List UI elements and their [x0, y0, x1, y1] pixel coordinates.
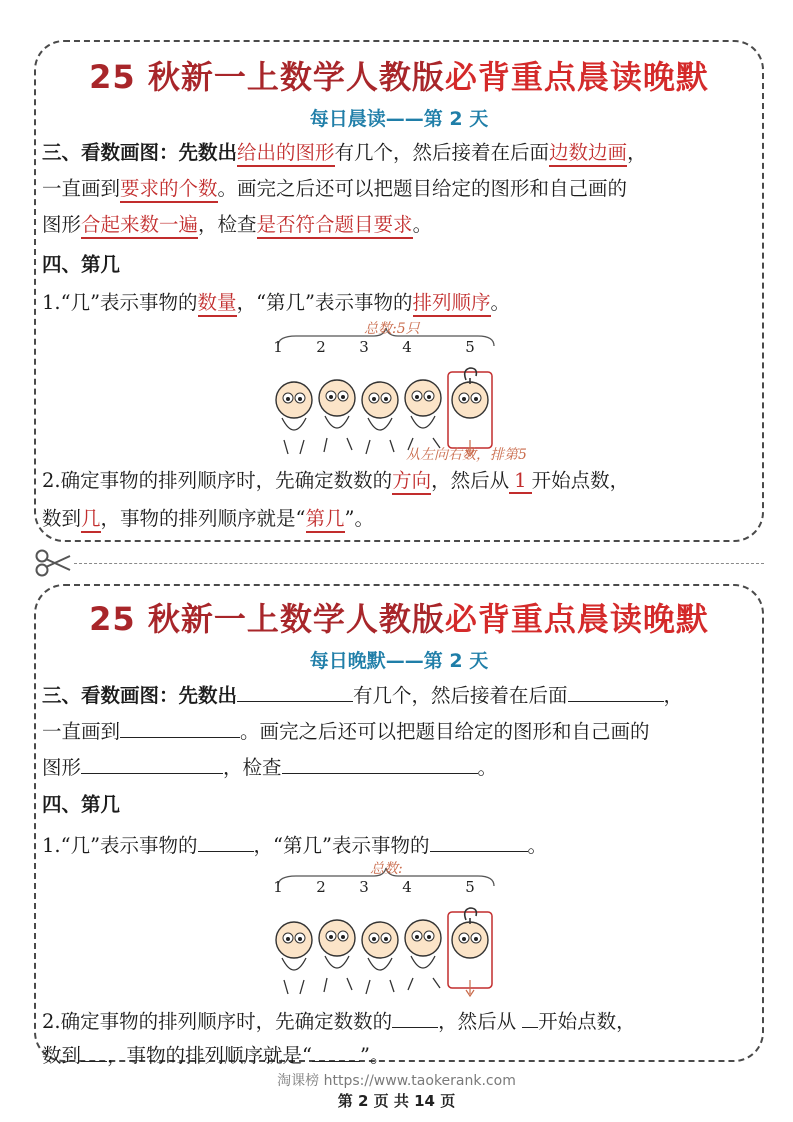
section3-text: 。画完之后还可以把题目给定的图形和自己画的	[217, 177, 628, 200]
dashed-divider	[74, 563, 764, 564]
punctuation: ”。	[360, 1044, 390, 1067]
answer-highlight: 合起来数一遍	[81, 213, 198, 239]
answer-highlight: 边数边画	[549, 141, 627, 167]
point2-line2	[42, 1040, 762, 1071]
answer-highlight: 1	[509, 469, 531, 494]
title-prefix: 25 秋新	[89, 58, 214, 96]
monkey-illustration	[266, 322, 566, 462]
title-prefix: 25 秋新	[89, 600, 214, 638]
section3-line3	[42, 210, 762, 240]
punctuation: 。	[527, 834, 548, 857]
page-title	[36, 52, 762, 98]
section3-line1	[42, 138, 762, 168]
point2-text: ，然后从	[438, 1010, 517, 1033]
point2-line1	[42, 466, 762, 496]
total-count-label: 总数:5只	[364, 321, 420, 337]
answer-blank[interactable]	[237, 680, 353, 702]
answer-highlight: 几	[81, 507, 101, 533]
point1-text: 1.“几”表示事物的	[42, 834, 198, 857]
answer-blank[interactable]	[81, 752, 223, 774]
section4-heading: 四、第几	[42, 253, 121, 276]
section3-line3	[42, 752, 762, 783]
answer-highlight: 是否符合题目要求	[257, 213, 413, 239]
section3-text: 。画完之后还可以把题目给定的图形和自己画的	[240, 720, 650, 743]
punctuation: ，	[627, 141, 647, 164]
section3-text: 三、看数画图：先数出	[42, 141, 238, 164]
section3-text: 一直画到	[42, 720, 121, 743]
evening-recall-card	[34, 584, 764, 1067]
count-direction-caption: 从左向右数，排第5	[406, 447, 527, 463]
page-title	[36, 594, 762, 640]
position-number: 1	[273, 338, 283, 356]
hanger-icon	[465, 368, 477, 384]
point2-line2	[42, 504, 762, 534]
title-suffix: 必背重点晨读晚默	[444, 600, 709, 638]
position-number: 1	[273, 878, 283, 896]
answer-blank[interactable]	[430, 830, 528, 852]
position-number: 3	[359, 338, 369, 356]
answer-blank[interactable]	[198, 830, 254, 852]
answer-highlight: 要求的个数	[120, 177, 218, 203]
answer-blank[interactable]	[392, 1006, 438, 1028]
section3-text: ，检查	[198, 213, 257, 236]
position-number: 5	[465, 338, 475, 356]
answer-highlight: 数量	[198, 291, 237, 317]
answer-blank[interactable]	[81, 1040, 107, 1062]
point1-text: ，“第几”表示事物的	[253, 834, 430, 857]
section3-text: 图形	[42, 213, 82, 236]
section3-text: 有几个，然后接着在后面	[334, 141, 550, 164]
point2-line1	[42, 1006, 762, 1037]
point2-text: 开始点数，	[538, 1010, 636, 1033]
section3-text: 图形	[42, 756, 82, 779]
point1-line	[42, 830, 762, 861]
answer-blank[interactable]	[312, 1040, 360, 1062]
punctuation: 。	[490, 291, 511, 314]
position-number: 3	[359, 878, 369, 896]
section4-heading: 四、第几	[42, 793, 121, 816]
answer-blank[interactable]	[282, 752, 478, 774]
monkey-illustration	[266, 862, 566, 1002]
point2-text: ，事物的排列顺序就是“	[100, 507, 306, 530]
point1-line	[42, 288, 762, 318]
morning-reading-card	[34, 40, 764, 542]
scissors-icon	[34, 548, 72, 578]
title-middle: 一上数学人教版	[213, 600, 445, 638]
title-suffix: 必背重点晨读晚默	[444, 58, 709, 96]
section3-line1	[42, 680, 762, 711]
section3-text: ，检查	[223, 756, 282, 779]
watermark: 淘课榜 https://www.taokerank.com	[277, 1073, 516, 1089]
monkey-figure	[266, 862, 566, 1002]
answer-blank[interactable]	[568, 680, 664, 702]
answer-highlight: 方向	[392, 469, 431, 495]
section3-text: 有几个，然后接着在后面	[353, 684, 568, 707]
punctuation: 。	[477, 756, 498, 779]
answer-blank[interactable]	[522, 1006, 538, 1028]
punctuation: ”。	[344, 507, 375, 530]
day-subtitle: 每日晚默——第 2 天	[309, 650, 489, 672]
section3-text: 三、看数画图：先数出	[42, 684, 238, 707]
answer-highlight: 排列顺序	[413, 291, 491, 317]
section3-line2	[42, 716, 762, 747]
punctuation: ，	[663, 684, 684, 707]
title-middle: 一上数学人教版	[213, 58, 445, 96]
position-number: 4	[402, 878, 412, 896]
point2-text: ，事物的排列顺序就是“	[107, 1044, 312, 1067]
punctuation: 。	[412, 213, 433, 236]
section3-line2	[42, 174, 762, 204]
position-number: 2	[316, 878, 326, 896]
cut-line	[34, 548, 764, 578]
point2-text: 2.确定事物的排列顺序时，先确定数数的	[42, 469, 393, 492]
answer-blank[interactable]	[120, 716, 240, 738]
page-number: 第 2 页 共 14 页	[337, 1092, 456, 1110]
total-count-label: 总数:	[370, 861, 403, 877]
monkey-figure	[266, 322, 566, 462]
point2-text: 2.确定事物的排列顺序时，先确定数数的	[42, 1010, 393, 1033]
answer-highlight: 给出的图形	[237, 141, 335, 167]
point2-text: 开始点数，	[531, 469, 630, 492]
hanger-icon	[465, 908, 477, 924]
answer-highlight: 第几	[306, 507, 345, 533]
day-subtitle: 每日晨读——第 2 天	[309, 108, 489, 130]
position-number: 2	[316, 338, 326, 356]
position-number: 4	[402, 338, 412, 356]
point2-text: 数到	[42, 1044, 82, 1067]
position-number: 5	[465, 878, 475, 896]
point2-text: ，然后从	[431, 469, 510, 492]
point2-text: 数到	[42, 507, 82, 530]
section3-text: 一直画到	[42, 177, 121, 200]
point1-text: ，“第几”表示事物的	[236, 291, 413, 314]
point1-text: 1.“几”表示事物的	[42, 291, 198, 314]
